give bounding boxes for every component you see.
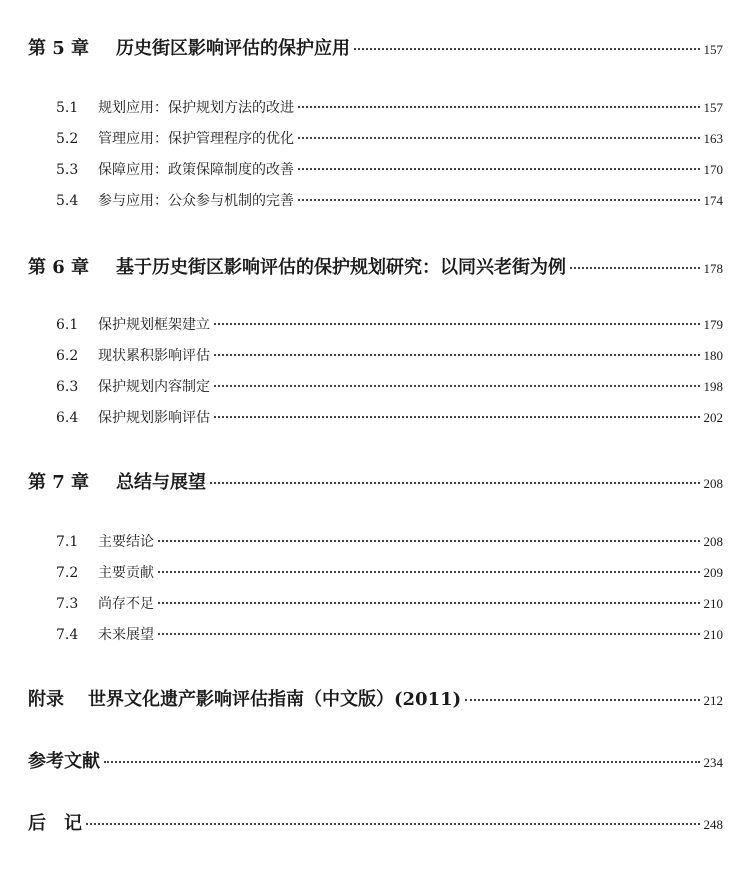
section-number: 7.3 bbox=[56, 596, 79, 612]
section-title: 保障应用：政策保障制度的改善 bbox=[98, 162, 294, 178]
toc-chapter-6[interactable] bbox=[0, 253, 750, 279]
toc-section-7-3[interactable] bbox=[0, 593, 750, 613]
chapter-number: 第 5 章 bbox=[28, 38, 90, 59]
toc-section-7-4[interactable] bbox=[0, 624, 750, 644]
page-number: 212 bbox=[703, 693, 723, 708]
page-number: 208 bbox=[703, 476, 723, 491]
page-number: 178 bbox=[703, 261, 723, 276]
section-title: 保护规划内容制定 bbox=[98, 379, 210, 395]
section-title: 主要贡献 bbox=[98, 565, 154, 581]
leader-dots bbox=[86, 823, 700, 825]
leader-dots bbox=[570, 267, 700, 269]
section-title: 参与应用：公众参与机制的完善 bbox=[98, 193, 294, 209]
appendix-label: 附录 bbox=[28, 689, 64, 710]
section-number: 5.1 bbox=[56, 100, 79, 116]
toc-section-7-1[interactable] bbox=[0, 531, 750, 551]
section-title: 管理应用：保护管理程序的优化 bbox=[98, 131, 294, 147]
page-number: 210 bbox=[703, 627, 723, 642]
leader-dots bbox=[298, 106, 700, 108]
toc-section-6-2[interactable] bbox=[0, 345, 750, 365]
section-title: 尚存不足 bbox=[98, 596, 154, 612]
chapter-title: 总结与展望 bbox=[116, 472, 206, 493]
leader-dots bbox=[104, 761, 700, 763]
page-number: 248 bbox=[703, 817, 723, 832]
toc-chapter-5[interactable] bbox=[0, 34, 750, 60]
page-number: 174 bbox=[703, 193, 723, 208]
page-number: 179 bbox=[703, 317, 723, 332]
leader-dots bbox=[354, 48, 700, 50]
section-title: 现状累积影响评估 bbox=[98, 348, 210, 364]
section-number: 6.3 bbox=[56, 379, 79, 395]
leader-dots bbox=[298, 137, 700, 139]
section-number: 7.2 bbox=[56, 565, 79, 581]
section-title: 规划应用：保护规划方法的改进 bbox=[98, 100, 294, 116]
leader-dots bbox=[158, 602, 700, 604]
leader-dots bbox=[214, 385, 700, 387]
section-title: 未来展望 bbox=[98, 627, 154, 643]
chapter-title: 基于历史街区影响评估的保护规划研究：以同兴老街为例 bbox=[116, 257, 566, 278]
leader-dots bbox=[214, 416, 700, 418]
chapter-title: 历史街区影响评估的保护应用 bbox=[116, 38, 350, 59]
leader-dots bbox=[465, 699, 699, 701]
page-number: 210 bbox=[703, 596, 723, 611]
leader-dots bbox=[214, 354, 700, 356]
page-number: 170 bbox=[703, 162, 723, 177]
leader-dots bbox=[298, 199, 700, 201]
page-number: 202 bbox=[703, 410, 723, 425]
page-number: 234 bbox=[703, 755, 723, 770]
page-number: 157 bbox=[703, 42, 723, 57]
references-title: 参考文献 bbox=[28, 751, 100, 772]
toc-section-6-4[interactable] bbox=[0, 407, 750, 427]
toc-section-7-2[interactable] bbox=[0, 562, 750, 582]
toc-postscript[interactable] bbox=[0, 809, 750, 835]
toc-references[interactable] bbox=[0, 747, 750, 773]
section-number: 5.4 bbox=[56, 193, 79, 209]
toc-section-5-2[interactable] bbox=[0, 128, 750, 148]
page-number: 209 bbox=[703, 565, 723, 580]
section-title: 保护规划框架建立 bbox=[98, 317, 210, 333]
leader-dots bbox=[210, 482, 700, 484]
section-number: 6.2 bbox=[56, 348, 79, 364]
toc-section-5-3[interactable] bbox=[0, 159, 750, 179]
section-number: 6.4 bbox=[56, 410, 79, 426]
section-title: 保护规划影响评估 bbox=[98, 410, 210, 426]
toc-section-5-1[interactable] bbox=[0, 97, 750, 117]
toc-chapter-7[interactable] bbox=[0, 468, 750, 494]
leader-dots bbox=[214, 323, 700, 325]
section-number: 6.1 bbox=[56, 317, 79, 333]
postscript-title: 后 记 bbox=[28, 813, 82, 834]
leader-dots bbox=[158, 633, 700, 635]
appendix-title: 世界文化遗产影响评估指南（中文版）(2011) bbox=[88, 689, 462, 710]
section-title: 主要结论 bbox=[98, 534, 154, 550]
toc-section-5-4[interactable] bbox=[0, 190, 750, 210]
page-number: 157 bbox=[703, 100, 723, 115]
section-number: 7.1 bbox=[56, 534, 79, 550]
toc-section-6-1[interactable] bbox=[0, 314, 750, 334]
leader-dots bbox=[158, 540, 700, 542]
toc-section-6-3[interactable] bbox=[0, 376, 750, 396]
chapter-number: 第 6 章 bbox=[28, 257, 90, 278]
section-number: 7.4 bbox=[56, 627, 79, 643]
leader-dots bbox=[298, 168, 700, 170]
leader-dots bbox=[158, 571, 700, 573]
section-number: 5.3 bbox=[56, 162, 79, 178]
page-number: 180 bbox=[703, 348, 723, 363]
toc-appendix[interactable] bbox=[0, 685, 750, 711]
page-number: 198 bbox=[703, 379, 723, 394]
chapter-number: 第 7 章 bbox=[28, 472, 90, 493]
section-number: 5.2 bbox=[56, 131, 79, 147]
page-number: 163 bbox=[703, 131, 723, 146]
page-number: 208 bbox=[703, 534, 723, 549]
